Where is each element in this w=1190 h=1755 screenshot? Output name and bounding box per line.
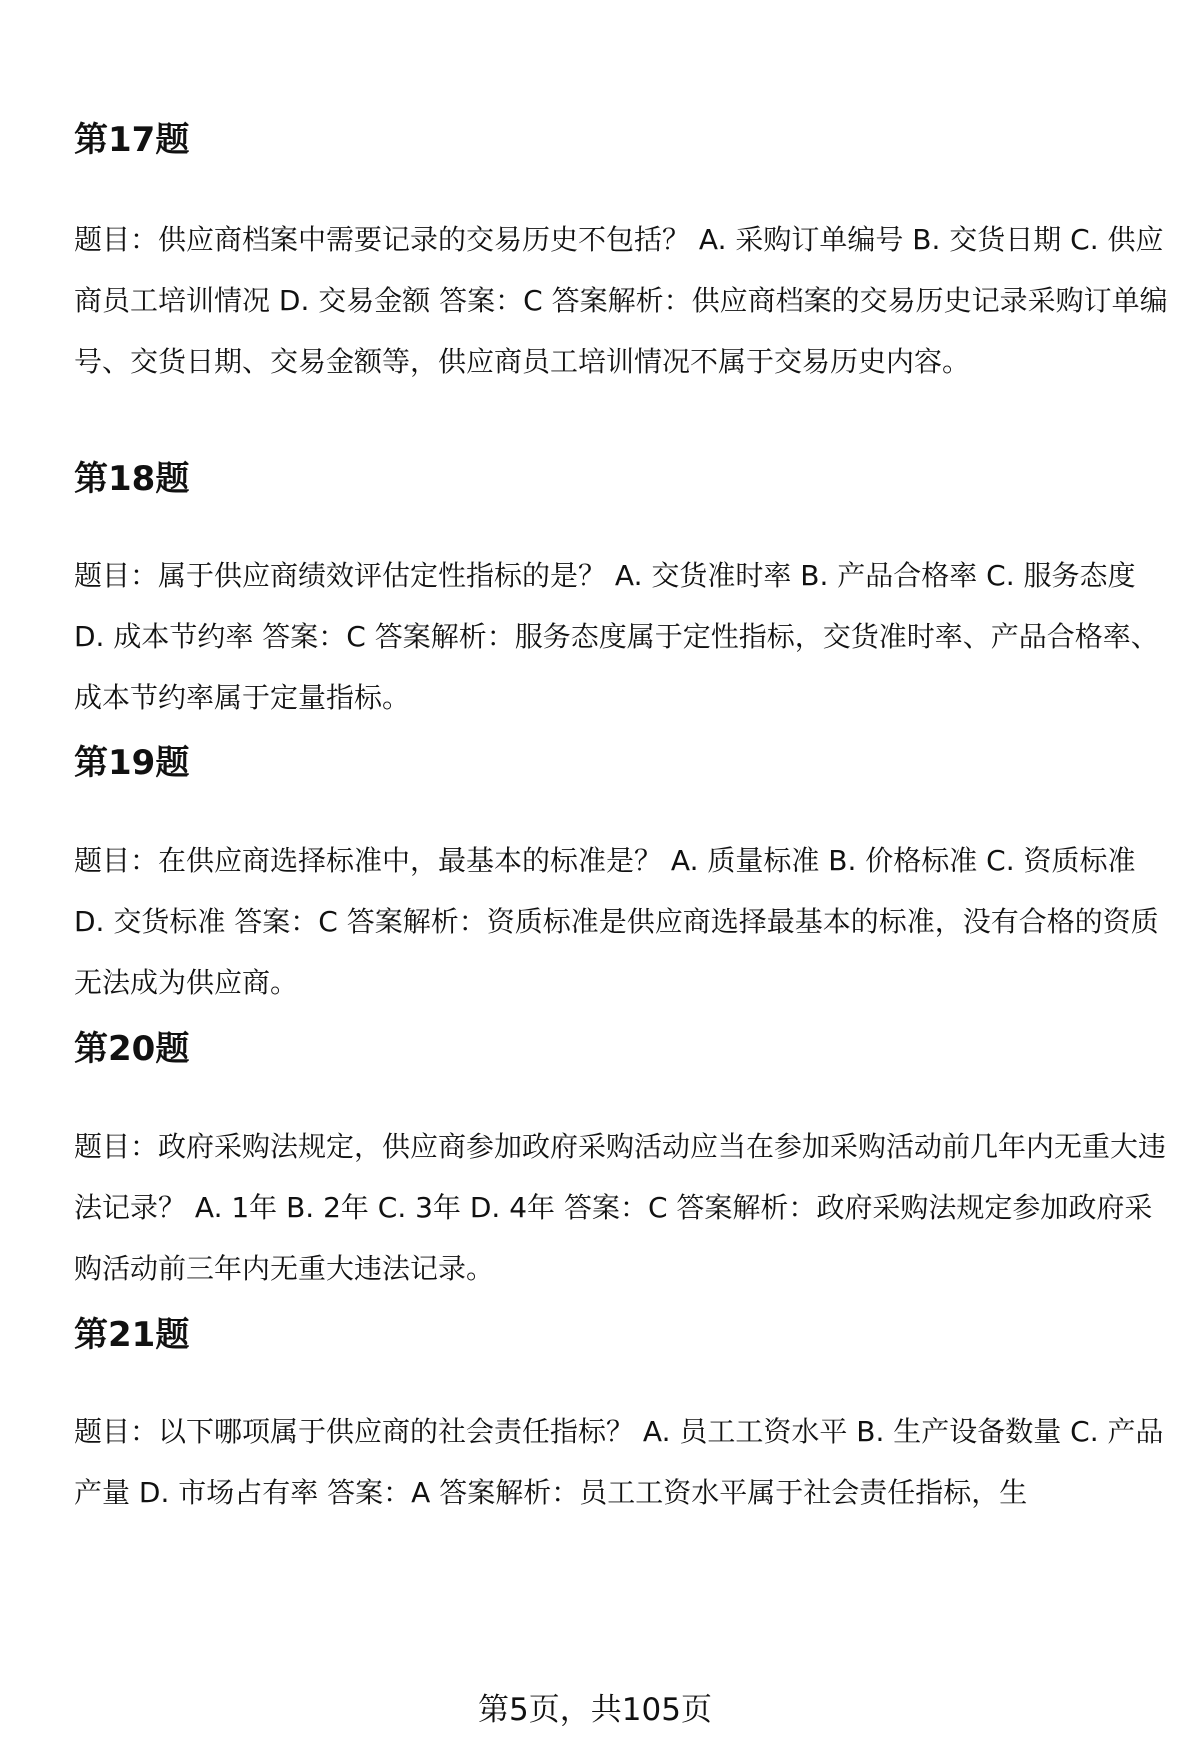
question-heading: 第19题 [74,743,190,783]
question-text: 题目：以下哪项属于供应商的社会责任指标？ A. 员工工资水平 B. 生产设备数量 C. 产品产量 D. 市场占有率 答案：A 答案解析：员工工资水平属于社会责任指标，生 [74,1415,1164,1509]
question-heading: 第21题 [74,1315,190,1355]
question-heading: 第20题 [74,1029,190,1069]
question-heading: 第17题 [74,120,190,160]
page-number: 第5页，共105页 [478,1692,712,1728]
question-heading: 第18题 [74,459,190,499]
question-text: 题目：在供应商选择标准中，最基本的标准是？ A. 质量标准 B. 价格标准 C. 资质标准 D. 交货标准 答案：C 答案解析：资质标准是供应商选择最基本的标准，没有合格的资质无法成为供应商。 [74,844,1159,999]
question-text: 题目：政府采购法规定，供应商参加政府采购活动应当在参加采购活动前几年内无重大违法记录？ A. 1年 B. 2年 C. 3年 D. 4年 答案：C 答案解析：政府采购法规定参加政府采购活动前三年内无重大违法记录。 [74,1130,1167,1285]
question-text: 题目：属于供应商绩效评估定性指标的是？ A. 交货准时率 B. 产品合格率 C. 服务态度 D. 成本节约率 答案：C 答案解析：服务态度属于定性指标，交货准时率、产品合格率、成本节约率属于定量指标。 [74,559,1159,714]
question-text: 题目：供应商档案中需要记录的交易历史不包括？ A. 采购订单编号 B. 交货日期 C. 供应商员工培训情况 D. 交易金额 答案：C 答案解析：供应商档案的交易历史记录采购订单编号、交货日期、交易金额等，供应商员工培训情况不属于交易历史内容。 [74,223,1168,378]
